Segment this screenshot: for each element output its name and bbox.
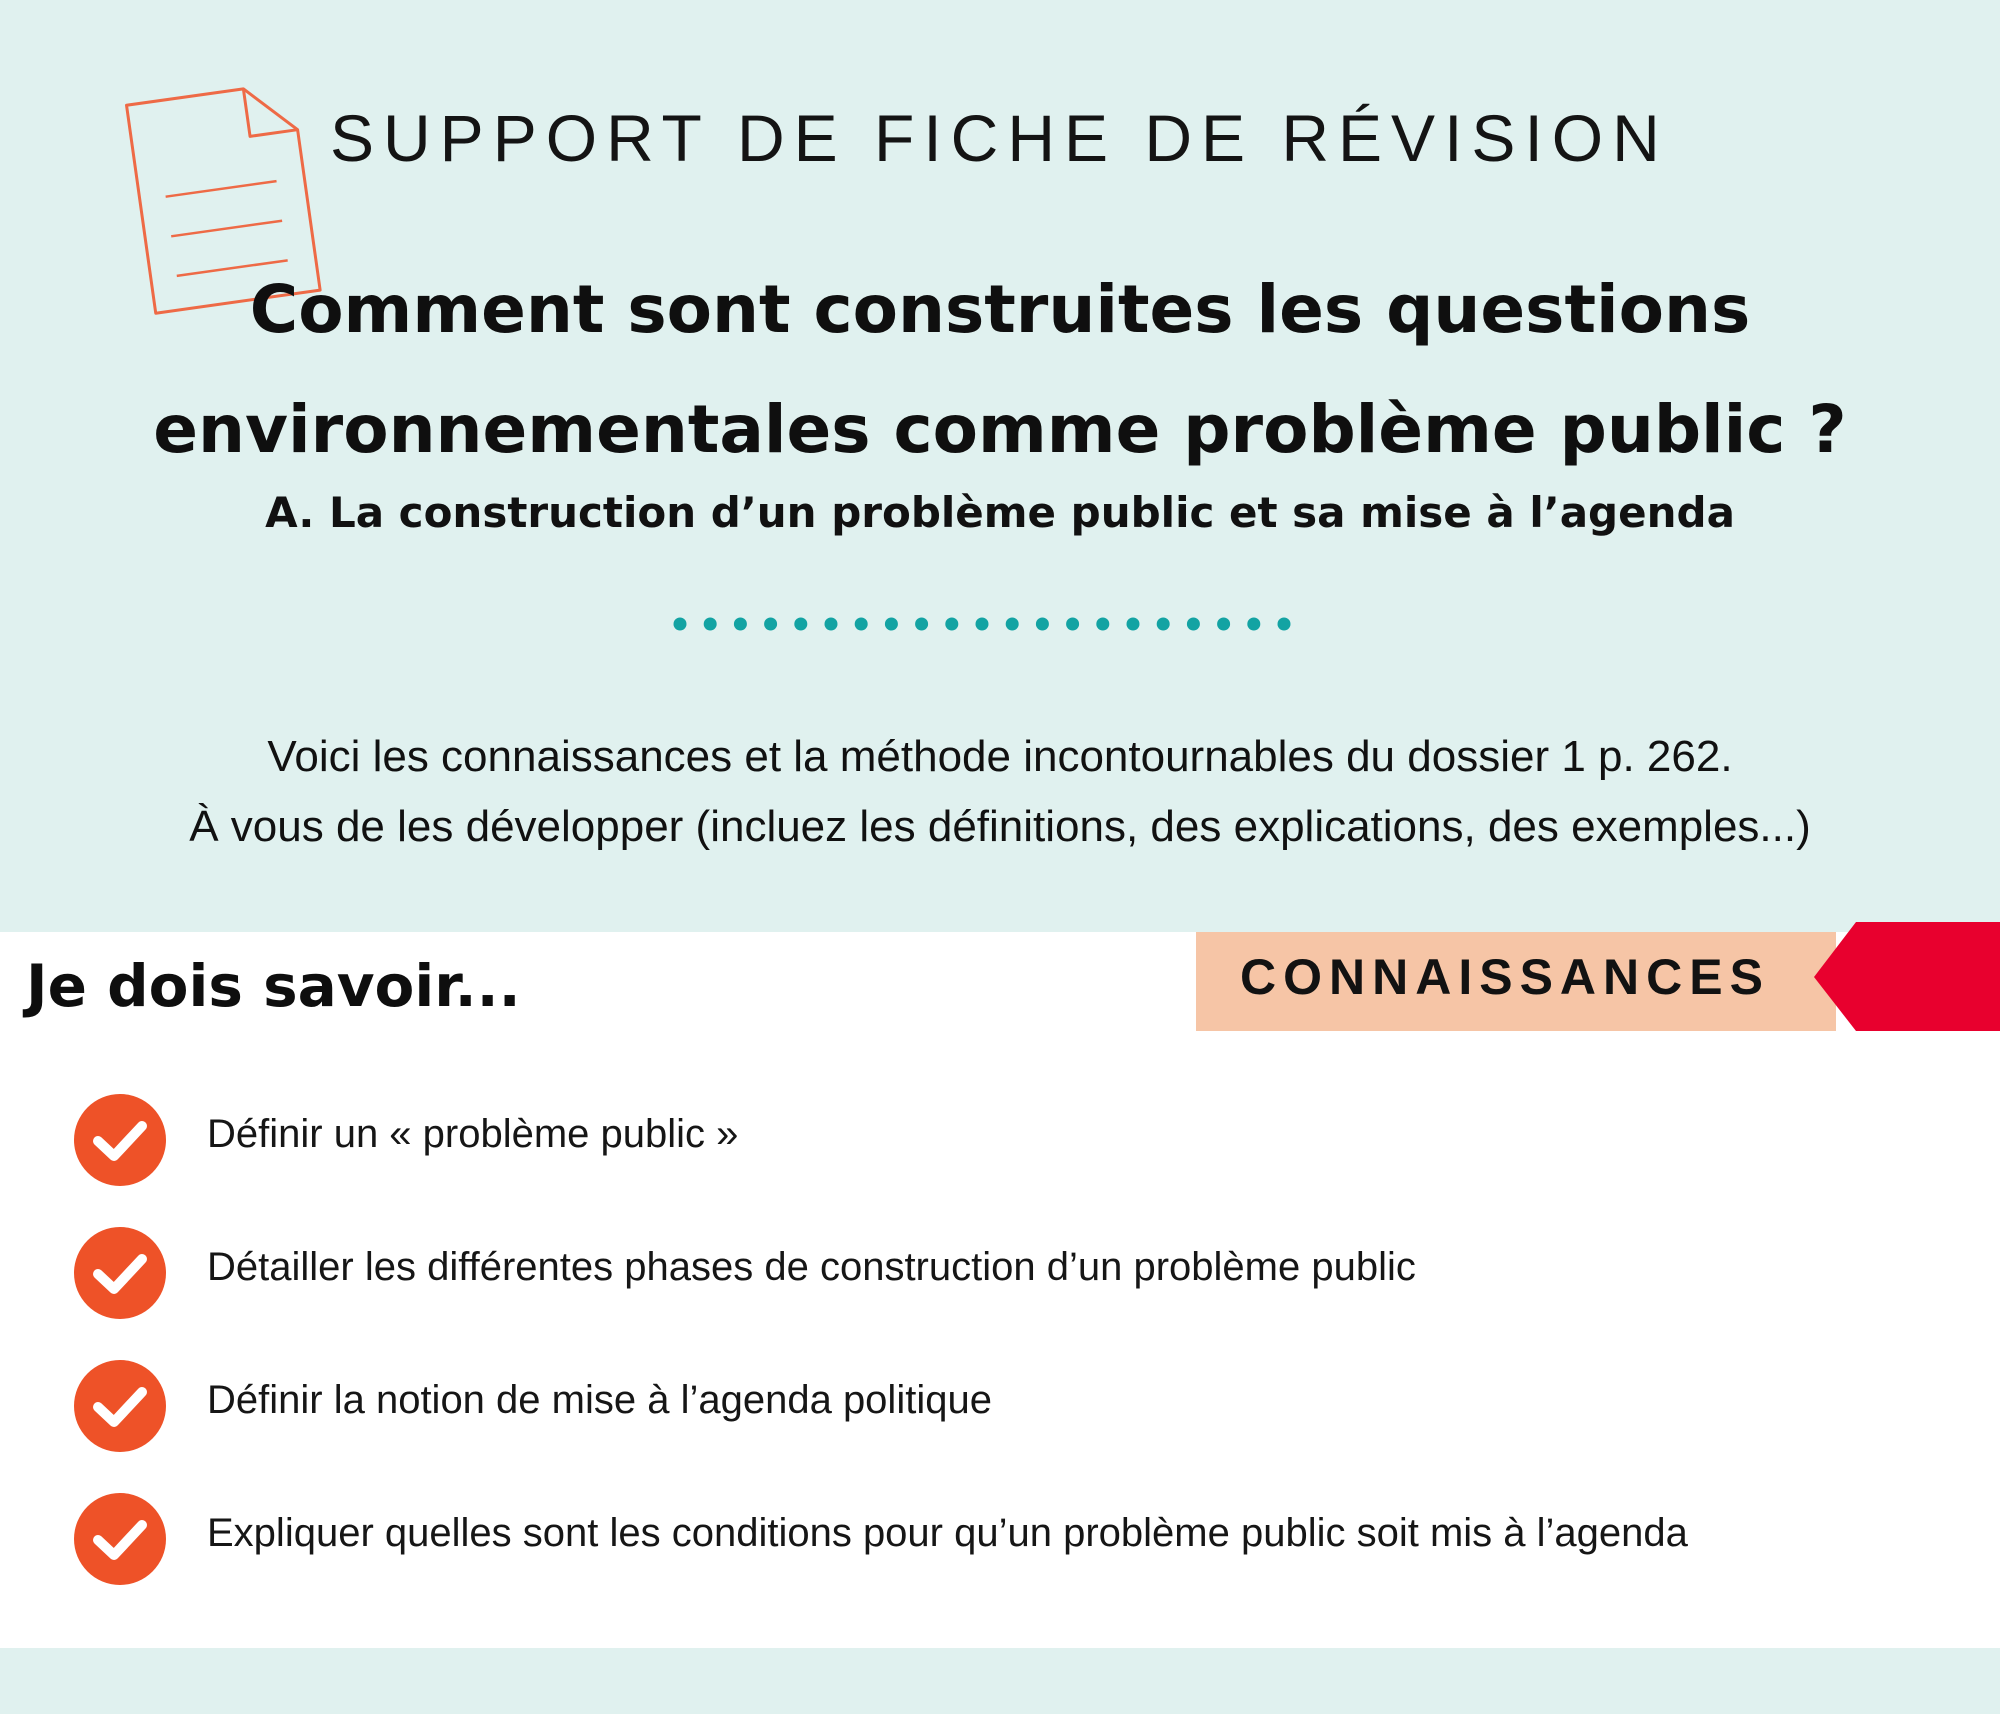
list-item xyxy=(74,1489,1974,1622)
divider-dot xyxy=(976,618,989,631)
list-item xyxy=(74,1223,1974,1356)
divider-dot xyxy=(1036,618,1049,631)
dotted-divider xyxy=(672,616,1332,632)
divider-dot xyxy=(1127,618,1140,631)
tag-label: CONNAISSANCES xyxy=(1240,949,1770,1005)
list-item-text: Détailler les différentes phases de construction d’un problème public xyxy=(207,1245,1416,1289)
divider-dot xyxy=(1157,618,1170,631)
list-item xyxy=(74,1356,1974,1489)
divider-dot xyxy=(1278,618,1291,631)
list-item-text: Définir la notion de mise à l’agenda politique xyxy=(207,1378,992,1422)
divider-dot xyxy=(794,618,807,631)
divider-dot xyxy=(945,618,958,631)
divider-dot xyxy=(1247,618,1260,631)
divider-dot xyxy=(825,618,838,631)
knowledge-list xyxy=(74,1090,1974,1622)
intro-line-2: À vous de les développer (incluez les définitions, des explications, des exemples...) xyxy=(189,802,1811,851)
intro-text xyxy=(0,722,2000,862)
intro-line-1: Voici les connaissances et la méthode incontournables du dossier 1 p. 262. xyxy=(267,732,1733,781)
divider-dot xyxy=(764,618,777,631)
divider-dot xyxy=(674,618,687,631)
divider-dot xyxy=(704,618,717,631)
connaissances-tag xyxy=(1196,922,2000,1031)
check-circle-icon xyxy=(74,1094,166,1186)
divider-dot xyxy=(1217,618,1230,631)
check-circle-icon xyxy=(74,1493,166,1585)
list-item-text: Expliquer quelles sont les conditions pour qu’un problème public soit mis à l’agenda xyxy=(207,1511,1688,1555)
page-subtitle: A. La construction d’un problème public et sa mise à l’agenda xyxy=(265,488,1735,537)
page-title xyxy=(0,250,2000,490)
divider-dot xyxy=(734,618,747,631)
check-circle-icon xyxy=(74,1360,166,1452)
divider-dot xyxy=(1006,618,1019,631)
list-item-text: Définir un « problème public » xyxy=(207,1112,739,1156)
divider-dot xyxy=(855,618,868,631)
divider-dot xyxy=(885,618,898,631)
list-item xyxy=(74,1090,1974,1223)
title-line-1: Comment sont construites les questions xyxy=(249,271,1751,348)
section-title: Je dois savoir... xyxy=(26,952,521,1020)
divider-dot xyxy=(1096,618,1109,631)
divider-dot xyxy=(1066,618,1079,631)
title-line-2: environnementales comme problème public ? xyxy=(153,391,1847,468)
divider-dot xyxy=(915,618,928,631)
divider-dot xyxy=(1187,618,1200,631)
sheet-kicker: SUPPORT DE FICHE DE RÉVISION xyxy=(330,101,1669,175)
check-circle-icon xyxy=(74,1227,166,1319)
